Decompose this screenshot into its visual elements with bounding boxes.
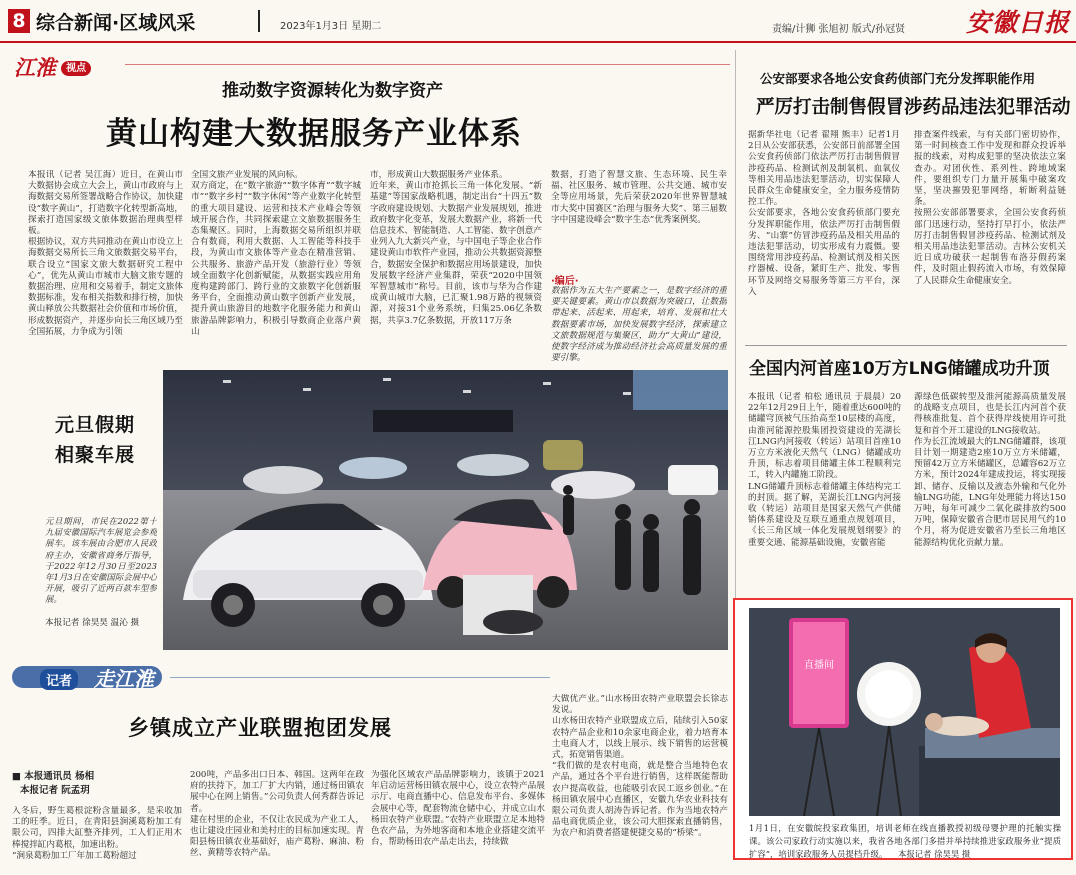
column-badge-reporter [12,664,732,692]
lng-column-1: 本报讯（记者 柏松 通讯员 于晨晨）2022年12月29日上午，随着重达600吨的储罐穹顶被气压抬高至10层楼的高度，由淮河能源控股集团投资建设的芜湖长江LNG内河接收（转运）站项目首座10万立方米液化天然气（LNG）储罐成功升顶，标志着项目储罐主体工程顺利完工，转入内罐施工阶段。 LNG储罐升顶标志着储罐主体结构完工的封顶。据了解，芜湖长江LNG内河接收（转运）站项目是国家天然气产供储销体系建设及互联互通重点规划项目，《长三角区域一体化发展规划纲要》的重要交通、能源基础设施，安徽省能 [748,392,901,548]
right-section-rule [745,345,1067,346]
car-show-illustration [163,370,728,650]
car-show-photo [163,370,728,650]
column-line [125,64,730,65]
livestream-credit: 本报记者 徐昊昊 摄 [897,848,971,859]
lead-kicker: 推动数字资源转化为数字资产 [222,81,443,101]
column-badge-name: 江淮 [14,55,56,80]
header-divider [258,10,260,32]
livestream-frame [733,598,1073,860]
bottom-byline-2: 本报记者 阮孟玥 [20,785,90,796]
newspaper-logo: 安徽日报 [966,8,1071,37]
car-show-credit: 本报记者 徐昊昊 温沁 摄 [45,618,140,628]
bottom-column-4: 大做优产业。”山水杨田农特产业联盟会长徐志发说。 山水杨田农特产业联盟成立后，陆续引入50家农特产品企业和10余家电商企业，着力培育本土电商人才，以线上展示、线下销售的运营模式，拓宽销售渠道。 “我们做的是农村电商，就是整合当地特色农产品，通过各个平台进行销售，这样既能帮助农户提高收益，也能吸引农民工返乡创业。”在杨田镇农展中心直播区，安徽九华农业科技有限公司负责人胡涛告诉记者。作为当地农特产品电商优质企业，该公司大胆探索直播销售，为农户和消费者搭建便捷交易的“桥梁”。 [552,694,728,839]
lng-headline: 全国内河首座10万方LNG储罐成功升顶 [749,359,1050,379]
editor-note: 数据作为五大生产要素之一，是数字经济的重要关键要素。黄山市以数据为突破口，让数据带起来、活起来、用起来，培育、发展和壮大数据要素市场，加快发展数字经济，探索建立文旅数据规范与集聚区，助力“大黄山”建设，使数字经济成为推动经济社会高质量发展的重要引擎。 [551,286,727,364]
section-title: 综合新闻·区域风采 [36,12,196,34]
bottom-byline-1: ■ 本报通讯员 杨相 [12,771,95,782]
livestream-photo [749,608,1060,816]
editors-credit: 责编/计狮 张旭初 版式/孙冠贤 [772,24,906,35]
lng-column-2: 源绿色低碳转型及淮河能源高质量发展的战略支点项目，也是长江内河首个获得核准批复、首个获得岸线使用许可批复和首个开工建设的LNG接收站。 作为长江流域最大的LNG储罐群，该项目计划一期建造2座10万立方米储罐，预留42万立方米储罐区，总罐容62万立方米，预计2024年建成投运，将实现接卸、储存、反输以及液态外输和气化外输LNG功能，LNG年处理能力将达150万吨，每年可减少二氧化碳排放约500万吨，保障安徽省合肥市居民用气约10个月，将为促进安徽省乃至长三角地区能源结构优化贡献力量。 [914,392,1066,548]
livestream-caption: 1月1日，在安徽皖投家政集团，培训老师在线直播教授初级母婴护理的托触实操课。该公司家政行动实施以来，我省各地各部门多措并举持续推进家政服务业“提质扩容”，培训家政服务人员提档升级。 [749,823,1061,859]
car-show-title-line1: 元旦假期 [55,414,136,436]
lead-headline: 黄山构建大数据服务产业体系 [106,116,522,152]
column-badge-jianghuai [14,52,91,82]
issue-date: 2023年1月3日 星期二 [280,21,382,32]
police-kicker: 公安部要求各地公安食药侦部门充分发挥职能作用 [760,71,1036,86]
lead-column-4: 数据，打造了智慧文旅、生态环境、民生幸福、社区服务、城市管理、公共交通、城市安全等应用场景，先后荣获2020年世界智慧城市大奖中国赛区“治理与服务大奖”、第三届数字中国建设峰会“数字生态”优秀案例奖。 [551,170,727,225]
header-rule [0,41,1076,43]
police-headline: 严厉打击制售假冒涉药品违法犯罪活动 [756,97,1071,118]
lead-column-2: 全国文旅产业发展的风向标。 双方商定，在“数字旅游”“数字体育”“数字城市”“数字乡村”“数字休闲”等产业数字化转型的重大项目建设、运营和技术产业峰会等领域开展合作，共同探索建立文旅数据服务生态集聚区。同时，上海数据交易所组织并联合有数商，利用大数据、人工智能等科技手段，为黄山市文旅体等产业态在精准营销、公共服务、旅游产品开发（旅游行业）等领域全面数字化创新赋能，从数据实践应用角度构建跨部门、跨行业的文旅数字化创新服务平台，全面推动黄山数字创新产业发展，提升黄山旅游目的地数字化服务能力和黄山旅游品牌影响力，积极引导数商企业落户黄山 [191,170,361,337]
editor-note-label: ·编后· [551,276,579,287]
column-badge-tag: 视点 [61,61,91,76]
livestream-illustration [749,608,1060,816]
lead-column-3: 市，形成黄山大数据服务产业体系。 近年来，黄山市抢抓长三角一体化发展、“新基建”等国家战略机遇，制定出台“十四五”数字政府建设规划、大数据产业发展规划，推进政府数字化变革，发展大数据产业，将新一代信息技术、智能制造、人工智能、数字创意产业列入九大新兴产业，与中国电子等企业合作建设黄山市软件产业园，推动公共数据资源整合，数据安全保护和数据应用场景建设，加快发展数字经济产业集群，荣获“2020中国领军智慧城市”称号。目前，该市与华为合作建成黄山城市大脑，已汇聚1.98万路的视频资源，对接31个业务系统，归集25.06亿条数据，共享3.7亿条数据，开放117万条 [370,170,542,326]
right-column-divider [735,50,736,610]
page-header [0,0,1076,40]
reporter-badge-name: 走江淮 [94,667,154,691]
livestream-caption-box [749,822,1061,858]
page-number: 8 [8,9,30,33]
reporter-badge-prefix: 记者 [40,669,78,690]
police-column-2: 排查案件线索，与有关部门密切协作，第一时间核查工作中发现和群众投诉举报的线索，对构成犯罪的坚决依法立案查办。对团伙性、系列性、跨地域案件，要组织专门力量开展集中破案攻坚，坚决摧毁犯罪网络，斩断利益链条。 按照公安部部署要求，全国公安食药侦部门迅速行动，坚持打早打小，依法严厉打击制售假冒涉疫药品、检测试剂及相关用品违法犯罪活动。吉林公安机关近日成功破获一起制售布洛芬假药案件，及时阻止假药流入市场，有效保障了人民群众生命健康安全。 [914,130,1066,286]
lead-column-1: 本报讯（记者 吴江海）近日，在黄山市大数据协会成立大会上，黄山市政府与上海数据交易所签署战略合作协议，加快建设“数字黄山”，打造数字化转型新高地，探索打造国家级文旅体数据治理典型样板。 根据协议，双方共同推动在黄山市设立上海数据交易所长三角文旅数据交易平台，联合设立“国家文旅大数据研究工程中心”，优先从黄山市城市大脑文旅专题的数据治理、应用和交易着手，制定文旅体数据标准，发布相关指数和排行榜，加快黄山释放公共数据社会价值和市场价值，形成数据资产，并逐步向长三角区域乃至全国拓展，力争成为引领 [28,170,183,337]
bottom-column-2: 200吨，产品多出口日本、韩国。这两年在政府的扶持下，加工厂扩大内销，通过杨田镇农展中心在网上销售。”公司负责人何秀群告诉记者。 建在村里的企业，不仅让农民成为产业工人，也让建设庄园业和美村庄的目标加速实现。青阳县杨田镇农业基础好，庙产葛粉、麻油、粉丝、黄精等农特产品。 [190,770,364,859]
bottom-column-3: 为强化区域农产品品牌影响力，该镇于2021年启动运营杨田镇农展中心，设立农特产品展示厅、电商直播中心、信息发布平台、多媒体会展中心等，配套物流仓储中心，并成立山水杨田农特产业联盟。”农特产业联盟立足本地特色农产品，为外地客商和本地企业搭建交流平台，帮助杨田农产品走出去，持续做 [371,770,545,848]
reporter-column-line [170,677,550,678]
car-show-title-line2: 相聚车展 [55,444,136,466]
car-show-caption: 元旦期间，市民在2022第十九届安徽国际汽车展览会参观展车。该车展由合肥市人民政府主办，安徽省商务厅指导，于2022年12月30日至2023年1月3日在安徽国际会展中心开展，吸引了近两百款车型参展。 [45,516,157,605]
livestream-screen-text: 直播间 [804,660,834,671]
bottom-column-1: 入冬后，野生葛根淀粉含量最多，是采收加工的旺季。近日，在青阳县涧溪葛粉加工有限公司，四排大缸整齐排列，工人们正用木棒搅拌缸内葛根，加速出粉。 “涧泉葛粉加工厂年加工葛粉超过 [12,806,182,861]
bottom-headline: 乡镇成立产业联盟抱团发展 [128,716,392,740]
police-column-1: 据新华社电（记者 翟翔 熊丰）记者1月2日从公安部获悉，公安部日前部署全国公安食药侦部门依法严厉打击制售假冒涉疫药品、检测试剂及制氧机、血氧仪等相关用品违法犯罪活动，切实保障人民群众生命健康安全，全力服务疫情防控工作。 公安部要求，各地公安食药侦部门要充分发挥职能作用，依法严厉打击制售假劣、“山寨”仿冒涉疫药品及相关用品的违法犯罪活动，切实形成有力震慑。要围绕常用涉疫药品、检测试剂及相关医疗器械、设备，紧盯生产、批发、零售环节及网络交易服务等第三方平台，深入 [748,130,900,297]
